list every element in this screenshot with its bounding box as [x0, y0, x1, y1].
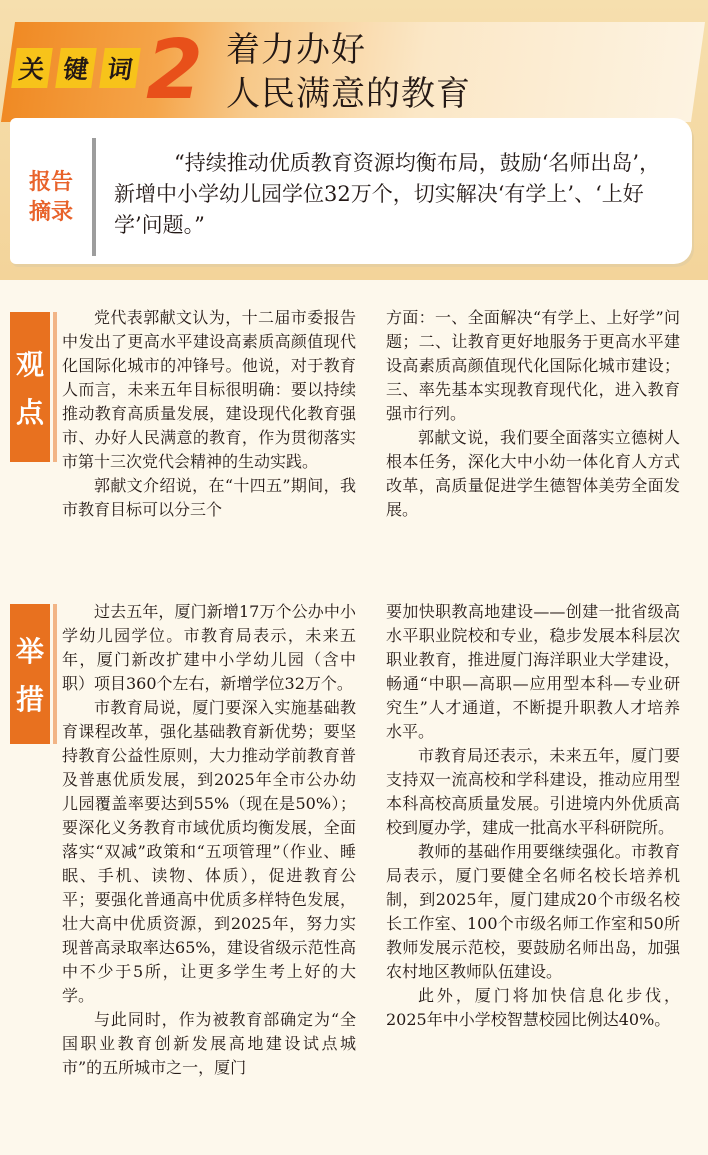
- keyword-label: [14, 48, 138, 88]
- keyword-char-1: 关: [11, 48, 53, 88]
- measures-paragraph-4: 要加快职教高地建设——创建一批省级高水平职业院校和专业，稳步发展本科层次职业教育，推进厦门海洋职业大学建设，畅通“中职—高职—应用型本科—专业研究生”人才通道，不断提升职教人才培养水平。: [386, 602, 680, 741]
- summary-label-line-1: 报告: [28, 170, 73, 195]
- viewpoint-right-column: [386, 306, 680, 522]
- viewpoint-left-column: [62, 306, 356, 522]
- measures-left-column: [62, 600, 356, 1080]
- keyword-number: 2: [146, 23, 204, 118]
- measures-tag-char-1: 举: [15, 635, 44, 668]
- viewpoint-paragraph-1: 党代表郭献文认为，十二届市委报告中发出了更高水平建设高素质高颜值现代化国际化城市的冲锋号。他说，对于教育人而言，未来五年目标很明确：要以持续推动教育高质量发展，建设现代化教育强市、办好人民满意的教育，作为贯彻落实市第十三次党代会精神的生动实践。: [62, 308, 356, 471]
- measures-tag: [10, 604, 50, 744]
- measures-paragraph-1: 过去五年，厦门新增17万个公办中小学幼儿园学位。市教育局表示，未来五年，厦门新改扩建中小学幼儿园（含中职）项目360个左右，新增学位32万个。: [62, 602, 356, 693]
- viewpoint-paragraph-3: 方面：一、全面解决“有学上、上好学”问题；二、让教育更好地服务于更高水平建设高素质高颜值现代化国际化城市建设；三、率先基本实现教育现代化，进入教育强市行列。: [386, 308, 680, 423]
- summary-label: [26, 168, 76, 228]
- measures-paragraph-3: 与此同时，作为被教育部确定为“全国职业教育创新发展高地建设试点城市”的五所城市之一，厦门: [62, 1010, 356, 1077]
- viewpoint-tag-char-1: 观: [15, 348, 44, 381]
- measures-paragraph-5: 市教育局还表示，未来五年，厦门要支持双一流高校和学科建设，推动应用型本科高校高质量发展。引进境内外优质高校到厦办学，建成一批高水平科研院所。: [386, 746, 680, 837]
- measures-right-column: [386, 600, 680, 1032]
- page-title-line-2: 人民满意的教育: [226, 74, 471, 114]
- measures-paragraph-2: 市教育局说，厦门要深入实施基础教育课程改革，强化基础教育新优势；要坚持教育公益性原则，大力推动学前教育普及普惠优质发展，到2025年全市公办幼儿园覆盖率要达到55%（现在是50%）；要深化义务教育市域优质均衡发展，全面落实“双减”政策和“五项管理”（作业、睡眠、手机、读物、体质），促进教育公平；要强化普通高中优质多样特色发展，壮大高中优质资源，到2025年，努力实现普高录取率达65%，建设省级示范性高中不少于5所，让更多学生考上好的大学。: [62, 698, 356, 1005]
- summary-quote: “持续推动优质教育资源均衡布局，鼓励‘名师出岛’，新增中小学幼儿园学位32万个，切实解决‘有学上’、‘上好学’问题。”: [114, 151, 661, 237]
- summary-divider: [92, 138, 96, 256]
- measures-paragraph-6: 教师的基础作用要继续强化。市教育局表示，厦门要健全名师名校长培养机制，到2025年，厦门建成20个市级名校长工作室、100个市级名师工作室和50所教师发展示范校，要鼓励名师出岛，加强农村地区教师队伍建设。: [386, 842, 680, 981]
- viewpoint-paragraph-2: 郭献文介绍说，在“十四五”期间，我市教育目标可以分三个: [62, 476, 356, 519]
- keyword-char-3: 词: [99, 48, 141, 88]
- keyword-char-2: 键: [55, 48, 97, 88]
- measures-paragraph-7: 此外，厦门将加快信息化步伐，2025年中小学校智慧校园比例达40%。: [386, 986, 680, 1029]
- viewpoint-tag: [10, 312, 50, 462]
- viewpoint-paragraph-4: 郭献文说，我们要全面落实立德树人根本任务，深化大中小幼一体化育人方式改革，高质量促进学生德智体美劳全面发展。: [386, 428, 680, 519]
- measures-tag-char-2: 措: [15, 683, 44, 716]
- summary-label-line-2: 摘录: [28, 200, 73, 225]
- viewpoint-tag-char-2: 点: [15, 396, 44, 429]
- page-title-line-1: 着力办好: [226, 30, 366, 70]
